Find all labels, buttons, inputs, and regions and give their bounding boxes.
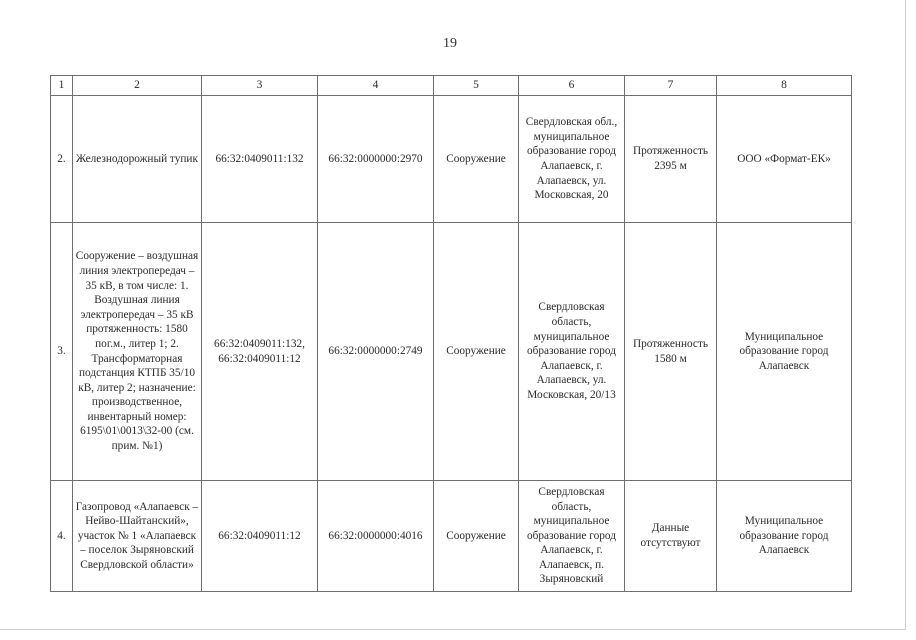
column-header: 6 <box>519 76 625 96</box>
object-extent: Протяженность 1580 м <box>625 223 717 481</box>
table-row <box>51 223 852 481</box>
object-extent: Данные отсутствуют <box>625 481 717 592</box>
column-header: 2 <box>73 76 202 96</box>
object-address: Свердловская область, муниципальное образование город Алапаевск, г. Алапаевск, ул. Московская, 20/13 <box>519 223 625 481</box>
column-header: 1 <box>51 76 73 96</box>
row-number: 4. <box>51 481 73 592</box>
column-header: 4 <box>318 76 434 96</box>
table-header-row <box>51 76 852 96</box>
object-name: Железнодорожный тупик <box>73 96 202 223</box>
object-extent: Протяженность 2395 м <box>625 96 717 223</box>
object-name: Сооружение – воздушная линия электропередач – 35 кВ, в том числе: 1. Воздушная линия электропередач – 35 кВ протяженность: 1580 пог.м., литер 1; 2. Трансформаторная подстанция КТПБ 35/10 кВ, литер 2; назначение: производственное, инвентарный номер: 6195\01\0013\32-00 (см. прим. №1) <box>73 223 202 481</box>
cadastral-land: 66:32:0409011:12 <box>202 481 318 592</box>
cadastral-land: 66:32:0409011:132 <box>202 96 318 223</box>
object-address: Свердловская область, муниципальное образование город Алапаевск, г. Алапаевск, п. Зыряновский <box>519 481 625 592</box>
table-row <box>51 481 852 592</box>
cadastral-object: 66:32:0000000:2749 <box>318 223 434 481</box>
cadastral-object: 66:32:0000000:2970 <box>318 96 434 223</box>
cadastral-land: 66:32:0409011:132, 66:32:0409011:12 <box>202 223 318 481</box>
object-owner: ООО «Формат-ЕК» <box>717 96 852 223</box>
object-name: Газопровод «Алапаевск – Нейво-Шайтанский», участок № 1 «Алапаевск – поселок Зыряновский Свердловской области» <box>73 481 202 592</box>
column-header: 8 <box>717 76 852 96</box>
column-header: 5 <box>434 76 519 96</box>
object-address: Свердловская обл., муниципальное образование город Алапаевск, г. Алапаевск, ул. Московская, 20 <box>519 96 625 223</box>
property-table <box>50 75 852 592</box>
table-row <box>51 96 852 223</box>
object-owner: Муниципальное образование город Алапаевск <box>717 481 852 592</box>
object-type: Сооружение <box>434 481 519 592</box>
column-header: 7 <box>625 76 717 96</box>
cadastral-object: 66:32:0000000:4016 <box>318 481 434 592</box>
column-header: 3 <box>202 76 318 96</box>
row-number: 2. <box>51 96 73 223</box>
row-number: 3. <box>51 223 73 481</box>
object-owner: Муниципальное образование город Алапаевск <box>717 223 852 481</box>
object-type: Сооружение <box>434 223 519 481</box>
page-number: 19 <box>443 36 457 51</box>
object-type: Сооружение <box>434 96 519 223</box>
